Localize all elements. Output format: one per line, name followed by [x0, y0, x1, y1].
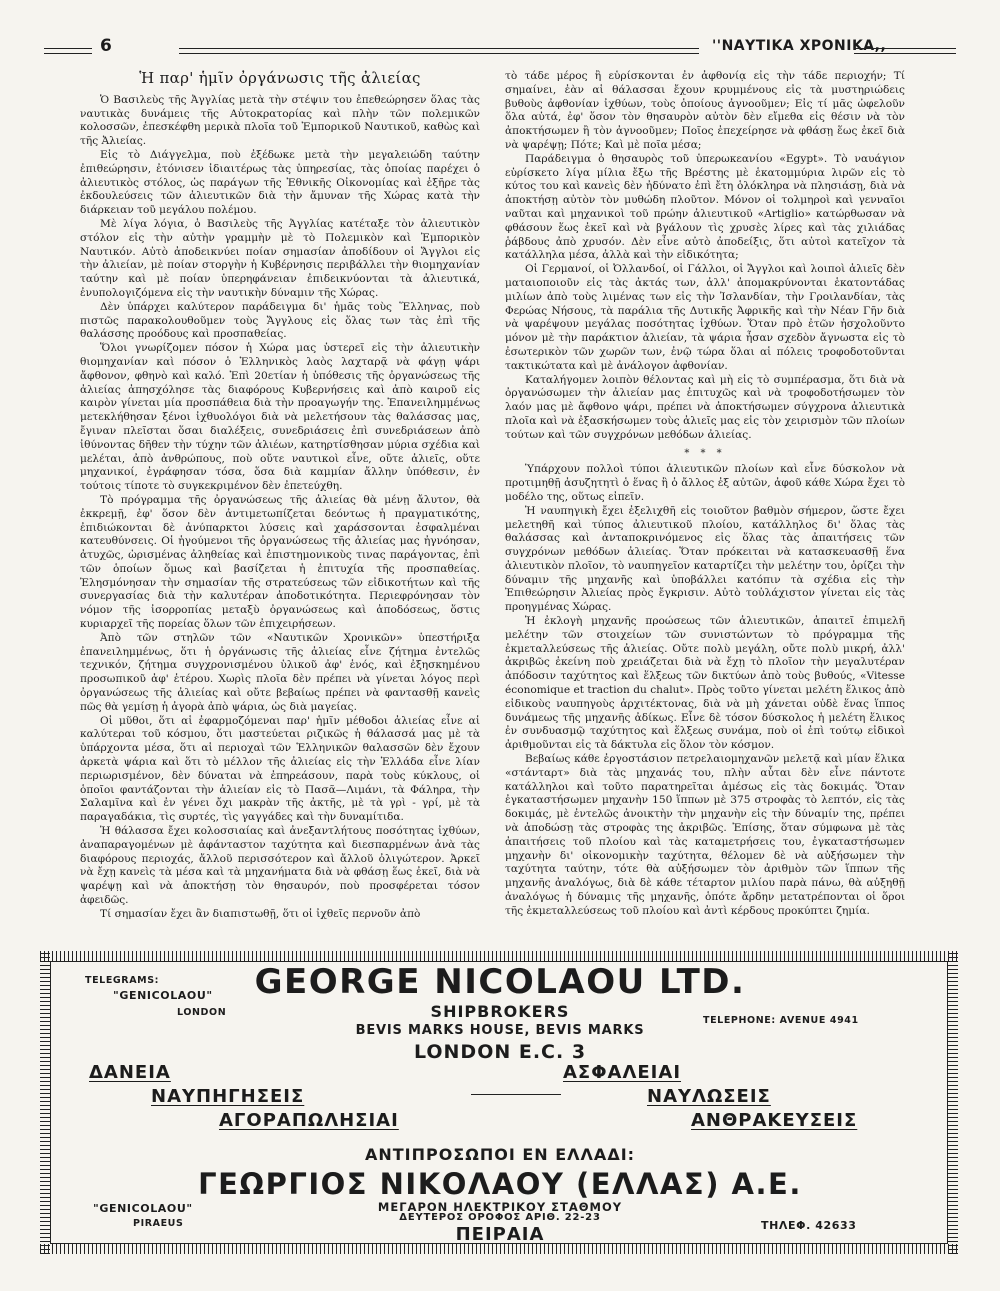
greek-company-name: ΓΕΩΡΓΙΟΣ ΝΙΚΟΛΑΟΥ (ΕΛΛΑΣ) Α.Ε. [198, 1167, 802, 1201]
article-paragraph: Ἡ θάλασσα ἔχει κολοσσιαίας καὶ ἀνεξαντλήτους ποσότητας ἰχθύων, ἀναπαραγομένων μὲ ἀφάνταστον ταχύτητα καὶ διεσπαρμένων ἀνὰ τὰς διαφόρους περιοχάς, ἄλλοῦ περισσότερον καὶ ἄλλοῦ ὀλιγώτερον. Ἀρκεῖ νὰ ἔχῃ κανεὶς τὰ μέσα καὶ τὰ μηχανήματα διὰ νὰ φθάσῃ ἕως ἐκεῖ, διὰ νὰ ψαρέψῃ καὶ νὰ ἀποκτήσῃ τὸν θησαυρόν, ποὺ προσφέρεται τόσον ἀφειδῶς. [80, 825, 480, 907]
article-paragraph: Βεβαίως κάθε ἐργοστάσιον πετρελαιομηχανῶν μελετᾷ καὶ μίαν ἕλικα «στάνταρτ» διὰ τὰς μηχανάς του, πλὴν αὗται δὲν εἶνε πάντοτε κατάλληλοι καὶ τοῦτο παρατηρεῖται ἀμέσως εἰς τὰς δοκιμάς. Ὅταν ἐγκαταστήσωμεν μηχανὴν 150 ἵππων μὲ 375 στροφὰς τὸ λεπτόν, εἰς τὰς δοκιμάς, μὲ ἐντελῶς ἀνοικτὴν τὴν μηχανὴν εἰς τὴν δύναμίν της, πρέπει νὰ ἀποδώσῃ τὰς στροφὰς της ἀκριβῶς. Ἐπίσης, ὅταν σύμφωνα μὲ τὰς ἀπαιτήσεις τοῦ πλοίου καὶ τὰς καταμετρήσεις του, ἐγκαταστήσωμεν μηχανὴν δι' οἰκονομικὴν ταχύτητα, θέλομεν δὲ νὰ αὐξήσωμεν τὴν ταχύτητα ταύτην, τότε θὰ αὐξήσωμεν τὸν ἀριθμὸν τῶν ἵππων τῆς μηχανῆς ἀναλόγως, διὰ δὲ κάθε τέταρτον μιλίου παρὰ πάνω, θὰ αὐξηθῇ ἀναλόγως ἡ δύναμις τῆς μηχανῆς, ὁπότε ἄρδην μετατρέπονται οἱ ὅροι τῆς ἐκμεταλλεύσεως τοῦ πλοίου καὶ ἀντὶ κέρδους προκύπτει ζημία. [505, 753, 905, 917]
piraeus-latin: PIRAEUS [133, 1218, 184, 1229]
telephone-london: TELEPHONE: AVENUE 4941 [703, 1015, 859, 1026]
telegram-code-london: "GENICOLAOU" [113, 989, 213, 1002]
company-address: BEVIS MARKS HOUSE, BEVIS MARKS [355, 1023, 645, 1038]
ad-divider [471, 1094, 561, 1095]
header-rule-left [44, 48, 92, 54]
article-paragraph: Ὁ Βασιλεὺς τῆς Ἀγγλίας μετὰ τὴν στέψιν του ἐπεθεώρησεν ὅλας τὰς ναυτικὰς δυνάμεις τῆς Αὐτοκρατορίας καὶ πλὴν τῶν πολεμικῶν κολοσσῶν, ἐπεσκέφθη μερικὰ πλοῖα τοῦ Ἐμπορικοῦ Ναυτικοῦ, καθὼς καὶ τῆς Ἀλιείας. [80, 93, 480, 148]
article-paragraph: τὸ τάδε μέρος ἢ εὑρίσκονται ἐν ἀφθονίᾳ εἰς τὴν τάδε περιοχήν; Τί σημαίνει, ἐὰν αἱ θάλασσαι ἔχουν κρυμμένους εἰς τὰ μυστηριώδεις βυθοὺς ἀφθονίαν ἰχθύων, τοὺς ὁποίους ἀγνοοῦμεν; Εἰς τί μᾶς ὠφελοῦν ὅλα αὐτά, ἐφ' ὅσον τὸν θησαυρὸν αὐτὸν δὲν εἴμεθα εἰς θέσιν νὰ τὸν ἀποκτήσωμεν ἢ τὸν ἀγνοοῦμεν; Ποῖος ἐπεχείρησε νὰ φθάσῃ ἕως ἐκεῖ διὰ νὰ ψαρέψῃ; Πότε; Καὶ μὲ ποῖα μέσα; [505, 70, 905, 151]
article-paragraph: Τὸ πρόγραμμα τῆς ὀργανώσεως τῆς ἀλιείας θὰ μένῃ ἄλυτον, θὰ ἐκκρεμῇ, ἐφ' ὅσον δὲν ἀντιμετωπίζεται δεόντως ἡ πραγματικότης, ἐπιδιώκονται δὲ ἀνύπαρκτοι λύσεις καὶ χαράσσονται ἐσφαλμέναι κατευθύνσεις. Οἱ ἡγούμενοι τῆς ὀργανώσεως τῆς ἀλιείας μας ἠγνόησαν, ἀτυχῶς, ὡρισμένας ἀληθείας καὶ ἐπιστημονικοὺς τινας παράγοντας, ἐπὶ τῶν ὁποίων ὅμως καὶ βασίζεται ἡ ἐπιτυχία τῆς προσπαθείας. Ἐλησμόνησαν τὴν σημασίαν τῆς στρατεύσεως τῶν εἰδικοτήτων καὶ τῆς συνεργασίας διὰ τὴν καλυτέραν ἀποδοτικότητα. Περιεφρόνησαν τὸν νόμον τῆς ἰσορροπίας μεταξὺ ὀργανώσεως καὶ ἀποδόσεως, ὅστις κυριαρχεῖ τῆς πορείας ὅλων τῶν ἐπιχειρήσεων. [80, 493, 480, 631]
section-separator: * * * [684, 447, 726, 459]
article-paragraph: Οἱ Γερμανοί, οἱ Ὀλλανδοί, οἱ Γάλλοι, οἱ Ἄγγλοι καὶ λοιποὶ ἀλιεῖς δὲν ματαιοποιοῦν εἰς τὰς ἀκτάς των, ἀλλ' ἀπομακρύνονται ἑκατοντάδας μιλίων ἀπὸ τοὺς λιμένας των εἰς τὴν Ἰσλανδίαν, τὴν Γροιλανδίαν, τὰς Φερώας Νήσους, τὰ παράλια τῆς Δυτικῆς Ἀφρικῆς καὶ τὴν Νέαν Γῆν διὰ νὰ ψαρέψουν μεγάλας ποσότητας ἰχθύων. Ὅταν πρὸ ἐτῶν ἠσχολοῦντο μόνον μὲ τὴν παράκτιον ἀλιείαν, τὰ ψάρια ἦσαν σχεδὸν ἄγνωστα εἰς τὸ ἐσωτερικὸν τῶν χωρῶν των, ἐνῷ τώρα ὅλαι αἱ πόλεις τροφοδοτοῦνται τακτικώτατα καὶ μὲ ἀνάλογον ἀφθονίαν. [505, 263, 905, 372]
article-column-left [80, 70, 480, 922]
shipbrokers: SHIPBROKERS [430, 1002, 570, 1021]
company-name: GEORGE NICOLAOU LTD. [254, 962, 746, 1002]
page-number: 6 [100, 36, 112, 56]
company-city: LONDON E.C. 3 [413, 1041, 587, 1063]
telephone-piraeus: ΤΗΛΕΦ. 42633 [761, 1219, 857, 1232]
article-paragraph: Οἱ μῦθοι, ὅτι αἱ ἐφαρμοζόμεναι παρ' ἡμῖν μέθοδοι ἀλιείας εἶνε αἱ καλύτεραι τοῦ κόσμου, ὅτι μαστεύεται ριζικῶς ἡ θάλασσά μας μὲ τὰ ὑπάρχοντα μέσα, ὅτι αἱ περιοχαὶ τῶν Ἑλληνικῶν θαλασσῶν δὲν ἔχουν ἀρκετὰ ψάρια καὶ ὅτι τὸ μέλλον τῆς ἀλιείας εἰς τὴν Ἑλλάδα εἶνε λίαν περιωρισμένον, δὲν δύναται νὰ ἐπηρεάσουν, παρὰ τοὺς κύκλους, οἱ ὁποῖοι φαντάζονται τὴν ἀλιείαν εἰς τὸ Πασᾶ—Λιμάνι, τὰ Φάληρα, τὴν Σαλαμῖνα καὶ ἐν γένει ὄχι μακρὰν τῆς ἀκτῆς, μὲ τὰ γρὶ - γρί, μὲ τὰ παραγαδάκια, τὶς συρτές, τὶς γαγγάδες καὶ τὴν δυναμίτιδα. [80, 714, 480, 824]
article-paragraph: Μὲ λίγα λόγια, ὁ Βασιλεὺς τῆς Ἀγγλίας κατέταξε τὸν ἀλιευτικὸν στόλον εἰς τὴν αὐτὴν γραμμὴν μὲ τὸ Πολεμικὸν καὶ Ἐμπορικὸν Ναυτικόν. Αὐτὸ ἀποδεικνύει ποίαν σημασίαν ἀποδίδουν οἱ Ἄγγλοι εἰς τὴν ἀλιείαν, μὲ ποίαν στοργὴν ἡ Κυβέρνησις περιβάλλει τὴν θιομηχανίαν ταύτην καὶ μὲ ποίαν ὑπερηφάνειαν ἐπιδεικνύονται τὰ ἀλιευτικά, ἐνυπολογιζόμενα εἰς τὴν ναυτικὴν δύναμιν τῆς Χώρας. [80, 217, 480, 299]
running-header [44, 38, 956, 64]
header-rule-middle [179, 48, 699, 54]
piraeus-greek: ΠΕΙΡΑΙΑ [455, 1224, 545, 1245]
header-rule-right [854, 48, 956, 54]
telegrams-label: TELEGRAMS: [85, 975, 160, 986]
advertisement [40, 951, 958, 1254]
service-asfaleiai: ΑΣΦΑΛΕΙΑΙ [563, 1062, 682, 1083]
article-paragraph: Εἰς τὸ Διάγγελμα, ποὺ ἐξέδωκε μετὰ τὴν μεγαλειώδη ταύτην ἐπιθεώρησιν, ἐτόνισεν ἰδιαιτέρως τὰς ὑπηρεσίας, τὰς ὁποίας παρέχει ὁ ἀλιευτικὸς στόλος, ὡς παράγων τῆς Ἐθνικῆς Οἰκονομίας καὶ ἐξῆρε τὰς ἐκδουλεύσεις τῶν ἀλιευτικῶν διὰ τὴν ἄμυναν τῆς Χώρας κατὰ τὴν διάρκειαν τοῦ μεγάλου πολέμου. [80, 148, 480, 217]
article-paragraph: Δὲν ὑπάρχει καλύτερον παράδειγμα δι' ἡμᾶς τοὺς Ἕλληνας, ποὺ πιστῶς παρακολουθοῦμεν τοὺς Ἄγγλους εἰς ὅλας των τὰς ἐπὶ τῆς θαλάσσης προόδους καὶ προσπαθείας. [80, 300, 480, 341]
service-daneia: ΔΑΝΕΙΑ [89, 1062, 171, 1083]
publication-name: ''ΝΑΥΤΙΚΑ ΧΡΟΝΙΚΑ,, [712, 38, 887, 54]
article-column-right [505, 70, 905, 919]
article-paragraph: Ὅλοι γνωρίζομεν πόσον ἡ Χώρα μας ὑστερεῖ εἰς τὴν ἀλιευτικὴν θιομηχανίαν καὶ πόσον ὁ Ἑλληνικὸς λαὸς λαχταρᾷ νὰ φάγῃ ψάρι ἄφθονον, φθηνὸ καὶ καλό. Ἐπὶ 20ετίαν ἡ ὑπόθεσις τῆς ὀργανώσεως τῆς ἀλιείας ἀπησχόλησε τὰς διαφόρους Κυβερνήσεις καὶ ἀπὸ καιροῦ εἰς καιρὸν γίνεται μία προσπάθεια διὰ τὴν προαγωγήν της. Ἐπανειλημμένως μετεκλήθησαν ξένοι ἰχθυολόγοι διὰ νὰ μελετήσουν τὰς θαλάσσας μας, ἔγιναν πλεῖσται ὅσαι διαλέξεις, συνεδριάσεις ἐπὶ συνεδριάσεων ἀπὸ ἰθύνοντας δῆθεν τὴν τύχην τῶν ἀλιέων, κατηρτίσθησαν μύρια σχέδια καὶ μελέται, ἀπὸ ἀνθρώπους, ποὺ οὔτε ναυτικοὶ εἶνε, οὔτε ἀλιεῖς, οὔτε μηχανικοί, ἐγράφησαν τόσα, ὅσα διὰ καμμίαν ἄλλην ὑπόθεσιν, ἐν τούτοις τίποτε τὸ συγκεκριμένον δὲν ἐπετεύχθη. [80, 342, 480, 493]
article-title: Ἡ παρ' ἡμῖν ὀργάνωσις τῆς ἀλιείας [139, 69, 421, 87]
article-paragraph: Καταλήγομεν λοιπὸν θέλοντας καὶ μὴ εἰς τὸ συμπέρασμα, ὅτι διὰ νὰ ὀργανώσωμεν τὴν ἀλιείαν μας ἐπιτυχῶς καὶ νὰ τροφοδοτήσωμεν τὸν λαόν μας μὲ ἄφθονο ψάρι, πρέπει νὰ ἀποκτήσωμεν σύγχρονα ἀλιευτικὰ πλοῖα καὶ νὰ ἐξασκήσωμεν τοὺς ἀλιεῖς μας εἰς τὸν χειρισμὸν τῶν πλοίων τούτων καὶ τῶν συγχρόνων μεθόδων ἀλιείας. [505, 373, 905, 441]
article-paragraph: Ἀπὸ τῶν στηλῶν τῶν «Ναυτικῶν Χρονικῶν» ὑπεστήριξα ἐπανειλημμένως, ὅτι ἡ ὀργάνωσις τῆς ἀλιείας εἶνε ζήτημα ἐντελῶς τεχνικόν, ζήτημα συγχρονισμένου ὑλικοῦ ἀφ' ἑνός, καὶ ἐξησκημένου προσωπικοῦ ἀφ' ἑτέρου. Χωρὶς πλοῖα δὲν πρέπει νὰ γίνεται λόγος περὶ ὀργανώσεως τῆς ἀλιείας καὶ οὔτε βεβαίως πρέπει νὰ φαντασθῇ κανεὶς πῶς θὰ γεμίσῃ ἡ ἀγορὰ ἀπὸ ψάρια, ὡς διὰ μαγείας. [80, 631, 480, 713]
telegram-code-piraeus: "GENICOLAOU" [93, 1202, 193, 1215]
article-paragraph: Παράδειγμα ὁ θησαυρὸς τοῦ ὑπερωκεανίου «Egypt». Τὸ ναυάγιον εὑρίσκετο λίγα μίλια ἔξω τῆς Βρέστης μὲ ἑκατομμύρια λιρῶν εἰς τὸ κύτος του καὶ κανεὶς δὲν ἠδύνατο ἐπὶ ἔτη ὁλόκληρα νὰ πλησιάσῃ, διὰ νὰ ἀποκτήσῃ αὐτὸν τὸν μυθώδη πλοῦτον. Μόνον οἱ τολμηροὶ καὶ γενναῖοι ναῦται καὶ μηχανικοὶ τοῦ πρώην ἀλιευτικοῦ «Artiglio» κατώρθωσαν νὰ φθάσουν ἕως ἐκεῖ καὶ νὰ βγάλουν τὶς χρυσὲς λίρες καὶ τὰς χιλιάδας ῥάβδους ἀπὸ χρυσόν. Δὲν εἶνε αὐτὸ ἀποδείξις, ὅτι αὐτοὶ κατεῖχον τὰ κατάλληλα μέσα, ἀλλὰ καὶ τὴν εἰδικότητα; [505, 152, 905, 262]
building-name: ΜΕΓΑΡΟΝ ΗΛΕΚΤΡΙΚΟΥ ΣΤΑΘΜΟΥ [377, 1200, 623, 1214]
service-naupigiseis: ΝΑΥΠΗΓΗΣΕΙΣ [151, 1086, 305, 1107]
advertisement-inner-frame [50, 961, 948, 1244]
floor-address: ΔΕΥΤΕΡΟΣ ΟΡΟΦΟΣ ΑΡΙΘ. 22-23 [399, 1212, 601, 1223]
article-paragraph: Ὑπάρχουν πολλοὶ τύποι ἀλιευτικῶν πλοίων καὶ εἶνε δύσκολον νὰ προτιμηθῇ ἀσυζητητὶ ὁ ἕνας ἢ ὁ ἄλλος ἐξ αὐτῶν, ἀφοῦ κάθε Χώρα ἔχει τὸ μοδέλο της, οὕτως εἰπεῖν. [505, 463, 905, 503]
representatives-heading: ΑΝΤΙΠΡΟΣΩΠΟΙ ΕΝ ΕΛΛΑΔΙ: [364, 1145, 636, 1164]
article-paragraph: Ἡ ναυπηγικὴ ἔχει ἐξελιχθῆ εἰς τοιοῦτον βαθμὸν σήμερον, ὥστε ἔχει μελετηθῆ καὶ τύπος ἀλιευτικοῦ πλοίου, κατάλληλος δι' ὅλας τὰς θαλάσσας καὶ ἀνταποκρινόμενος εἰς ὅλας τὰς ἀπαιτήσεις τῶν συγχρόνων μεθόδων ἀλιείας. Ὅταν πρόκειται νὰ κατασκευασθῇ ἕνα ἀλιευτικὸν πλοῖον, τὸ ναυπηγεῖον καταρτίζει τὴν μελέτην του, ὁρίζει τὴν δύναμιν τῆς μηχανῆς καὶ ὑποβάλλει κατόπιν τὰ σχέδια εἰς τὴν Ἐπιθεώρησιν Ἀλιείας πρὸς ἔγκρισιν. Αὐτὸ τοὐλάχιστον γίνεται εἰς τὰς προηγμένας Χώρας. [505, 504, 905, 614]
service-agorapoliseis: ΑΓΟΡΑΠΩΛΗΣΙΑΙ [219, 1110, 399, 1131]
article-paragraph: Ἡ ἐκλογὴ μηχανῆς προώσεως τῶν ἀλιευτικῶν, ἀπαιτεῖ ἐπιμελῆ μελέτην τῶν στοιχείων τῶν συνιστώντων τὸ πρόγραμμα τῆς ἐκμεταλλεύσεως τῆς ἀλιείας. Οὔτε πολὺ μεγάλη, οὔτε πολὺ μικρή, ἀλλ' ἀκριβῶς ἐκείνη ποὺ χρειάζεται διὰ νὰ ἔχῃ τὸ πλοῖον τὴν μεγαλυτέραν ἀπόδοσιν ταχύτητος καὶ ἕλξεως τῶν δικτύων ἀπὸ τοὺς βυθούς, «Vitesse économique et traction du chalut». Πρὸς τοῦτο γίνεται μελέτη ἕλικος ἀπὸ εἰδικοὺς ναυπηγοὺς ἀρχιτέκτονας, διὰ νὰ μὴ χάνεται οὐδὲ ἕνας ἵππος δυνάμεως τῆς μηχανῆς ἀδίκως. Εἶνε δὲ τόσον δύσκολος ἡ μελέτη ἕλικος ἐν συνδυασμῷ ταχύτητος καὶ ἕλξεως συνάμα, ποὺ οἱ ἐπὶ τούτῳ εἰδικοὶ ἀριθμοῦνται εἰς τὰ δάκτυλα εἰς ὅλον τὸν κόσμον. [505, 615, 905, 752]
article-paragraph: Τί σημασίαν ἔχει ἂν διαπιστωθῇ, ὅτι οἱ ἰχθεῖς περνοῦν ἀπὸ [100, 907, 421, 920]
service-anthrakeuseis: ΑΝΘΡΑΚΕΥΣΕΙΣ [691, 1110, 858, 1131]
service-navloseis: ΝΑΥΛΩΣΕΙΣ [647, 1086, 771, 1107]
london-label: LONDON [177, 1007, 227, 1018]
